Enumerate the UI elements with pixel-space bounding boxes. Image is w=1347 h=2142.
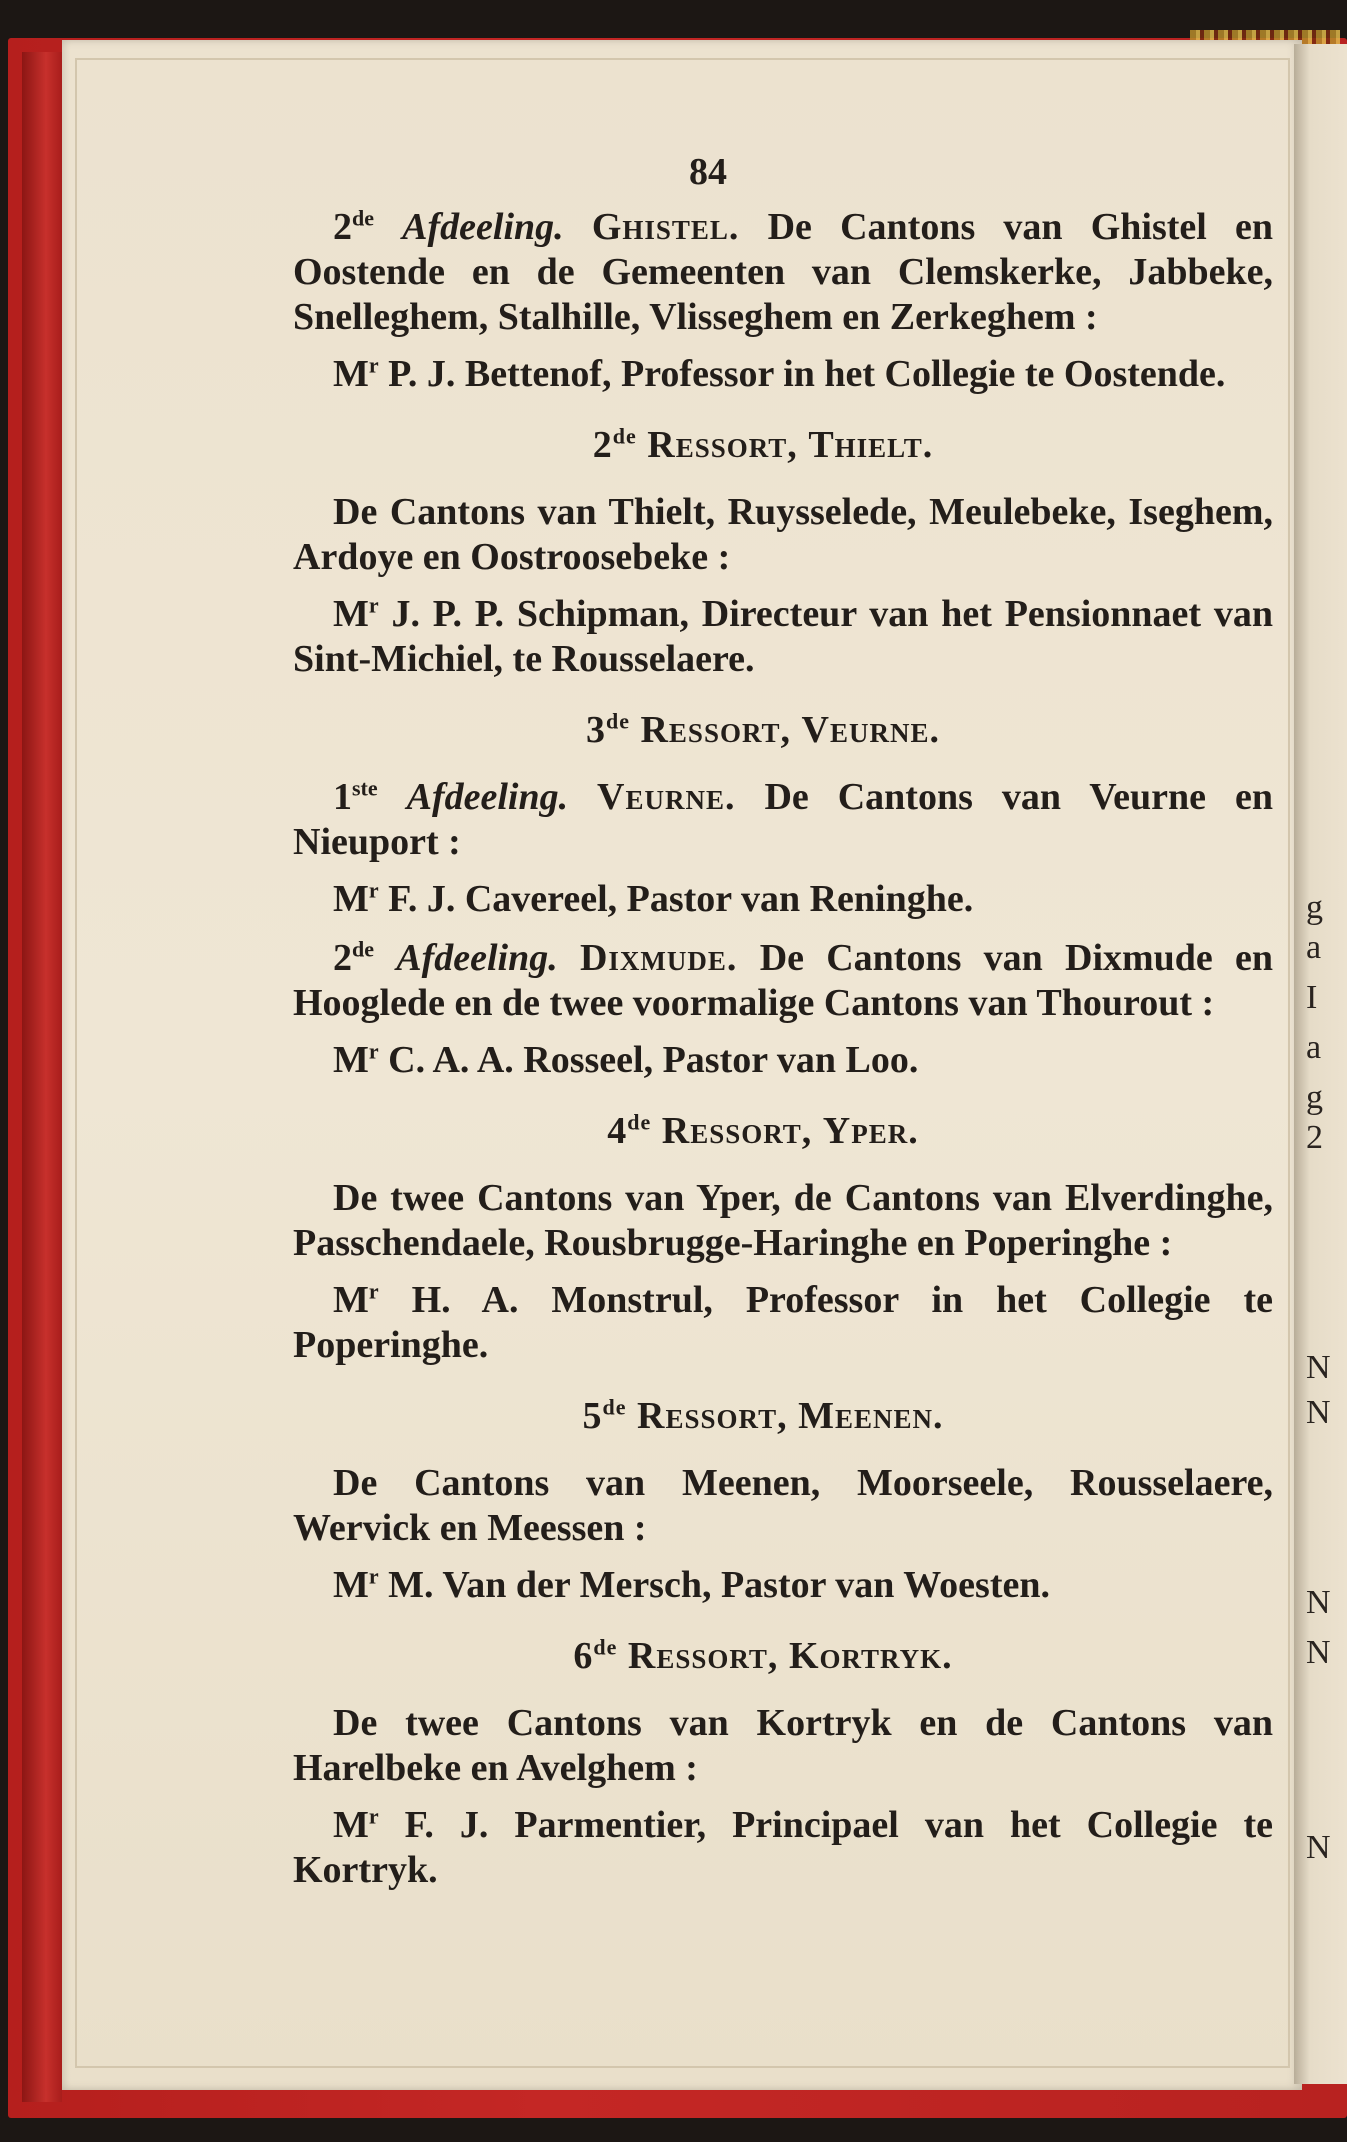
next-page-fragment: a: [1306, 1029, 1322, 1066]
appointee-name: J. P. P. Schipman, Directeur van het Pensionnaet van Sint-Michiel, te Rousselaere.: [293, 593, 1273, 680]
ordinal-suffix: ste: [352, 775, 378, 801]
section-number: 3: [585, 709, 606, 751]
cantons-paragraph: [293, 490, 1273, 580]
next-page-fragment: N: [1306, 1584, 1331, 1621]
ordinal-suffix: de: [593, 1634, 618, 1660]
next-page-fragment: N: [1306, 1634, 1331, 1671]
place-name: Veurne.: [801, 709, 940, 751]
title-suffix: r: [368, 592, 379, 618]
place-name: Thielt.: [808, 424, 934, 466]
appointee-name: C. A. A. Rosseel, Pastor van Loo.: [388, 1039, 919, 1081]
ressort-label: Ressort,: [637, 1395, 788, 1437]
cantons-text: De Cantons van Veurne en Nieuport :: [293, 776, 1274, 863]
ressort-heading: [293, 423, 1273, 468]
appointee-line: [293, 1803, 1273, 1893]
cantons-text: De twee Cantons van Kortryk en de Cantons van Harelbeke en Avelghem :: [293, 1702, 1273, 1789]
next-page-fragment: g: [1306, 1079, 1323, 1116]
section-number: 2: [333, 206, 352, 248]
ressort-label: Ressort,: [647, 424, 798, 466]
cantons-text: De Cantons van Ghistel en Oostende en de Gemeenten van Clemskerke, Jabbeke, Snelleghem, Stalhille, Vlisseghem en Zerkeghem :: [293, 206, 1273, 338]
title-prefix: M: [333, 1564, 369, 1606]
ordinal-suffix: de: [602, 1394, 627, 1420]
section-number: 6: [573, 1635, 594, 1677]
ordinal-suffix: de: [627, 1109, 652, 1135]
place-name: Veurne.: [597, 776, 736, 818]
appointee-line: [293, 592, 1273, 682]
ressort-heading: [293, 1394, 1273, 1439]
afdeeling-label: Afdeeling.: [406, 776, 569, 818]
ressort-heading: [293, 708, 1273, 753]
appointee-name: P. J. Bettenof, Professor in het Collegie te Oostende.: [388, 353, 1226, 395]
section-number: 2: [333, 937, 352, 979]
place-name: Yper.: [822, 1110, 919, 1152]
appointee-name: F. J. Cavereel, Pastor van Reninghe.: [388, 878, 974, 920]
ordinal-suffix: de: [352, 936, 374, 962]
ordinal-suffix: de: [605, 708, 630, 734]
page-number: 84: [689, 151, 727, 193]
afdeeling-paragraph: [293, 205, 1273, 340]
cantons-text: De Cantons van Meenen, Moorseele, Rousselaere, Wervick en Meessen :: [293, 1462, 1273, 1549]
ordinal-suffix: de: [352, 205, 374, 231]
cantons-paragraph: [293, 1461, 1273, 1551]
title-prefix: M: [333, 353, 369, 395]
ressort-label: Ressort,: [640, 709, 792, 751]
title-suffix: r: [368, 1803, 379, 1829]
next-page-fragment: I: [1306, 979, 1318, 1016]
title-suffix: r: [368, 1038, 379, 1064]
ordinal-suffix: de: [612, 423, 637, 449]
book-spine-edge: [22, 52, 62, 2102]
next-page-fragment: N: [1306, 1349, 1331, 1386]
afdeeling-label: Afdeeling.: [396, 937, 558, 979]
place-name: Meenen.: [798, 1395, 944, 1437]
appointee-line: [293, 1038, 1273, 1083]
afdeeling-label: Afdeeling.: [402, 206, 564, 248]
place-name: Kortryk.: [788, 1635, 953, 1677]
section-number: 5: [582, 1395, 603, 1437]
appointee-name: F. J. Parmentier, Principael van het Collegie te Kortryk.: [293, 1804, 1274, 1891]
ressort-label: Ressort,: [661, 1110, 813, 1152]
title-prefix: M: [333, 1804, 369, 1846]
appointee-line: [293, 877, 1273, 922]
title-suffix: r: [368, 1278, 379, 1304]
page-text: [293, 150, 1273, 1907]
appointee-line: [293, 352, 1273, 397]
ressort-heading: [293, 1109, 1273, 1154]
title-prefix: M: [333, 1279, 369, 1321]
title-prefix: M: [333, 593, 369, 635]
next-page-fragment: g: [1306, 889, 1323, 926]
appointee-name: H. A. Monstrul, Professor in het Collegie te Poperinghe.: [293, 1279, 1273, 1366]
cantons-text: De twee Cantons van Yper, de Cantons van Elverdinghe, Passchendaele, Rousbrugge-Haringhe en Poperinghe :: [293, 1177, 1273, 1264]
afdeeling-paragraph: [293, 775, 1273, 865]
ressort-label: Ressort,: [627, 1635, 779, 1677]
section-number: 1: [333, 776, 352, 818]
next-page-fragment: N: [1306, 1829, 1331, 1866]
cantons-paragraph: [293, 1701, 1273, 1791]
place-name: Ghistel.: [591, 206, 740, 248]
next-page-fragment: 2: [1306, 1119, 1323, 1156]
title-prefix: M: [333, 878, 369, 920]
next-page-fragment: N: [1306, 1394, 1331, 1431]
title-suffix: r: [368, 1563, 379, 1589]
section-number: 2: [592, 424, 613, 466]
next-page-fragment: a: [1306, 929, 1322, 966]
section-number: 4: [607, 1110, 628, 1152]
appointee-line: [293, 1278, 1273, 1368]
cantons-text: De Cantons van Dixmude en Hooglede en de twee voormalige Cantons van Thourout :: [293, 937, 1274, 1024]
cantons-paragraph: [293, 1176, 1273, 1266]
title-suffix: r: [368, 877, 379, 903]
next-page-edge: [1294, 44, 1347, 2084]
title-prefix: M: [333, 1039, 369, 1081]
cantons-text: De Cantons van Thielt, Ruysselede, Meulebeke, Iseghem, Ardoye en Oostroosebeke :: [293, 491, 1273, 578]
afdeeling-paragraph: [293, 936, 1273, 1026]
ressort-heading: [293, 1634, 1273, 1679]
place-name: Dixmude.: [579, 937, 738, 979]
appointee-name: M. Van der Mersch, Pastor van Woesten.: [388, 1564, 1050, 1606]
appointee-line: [293, 1563, 1273, 1608]
title-suffix: r: [368, 352, 379, 378]
